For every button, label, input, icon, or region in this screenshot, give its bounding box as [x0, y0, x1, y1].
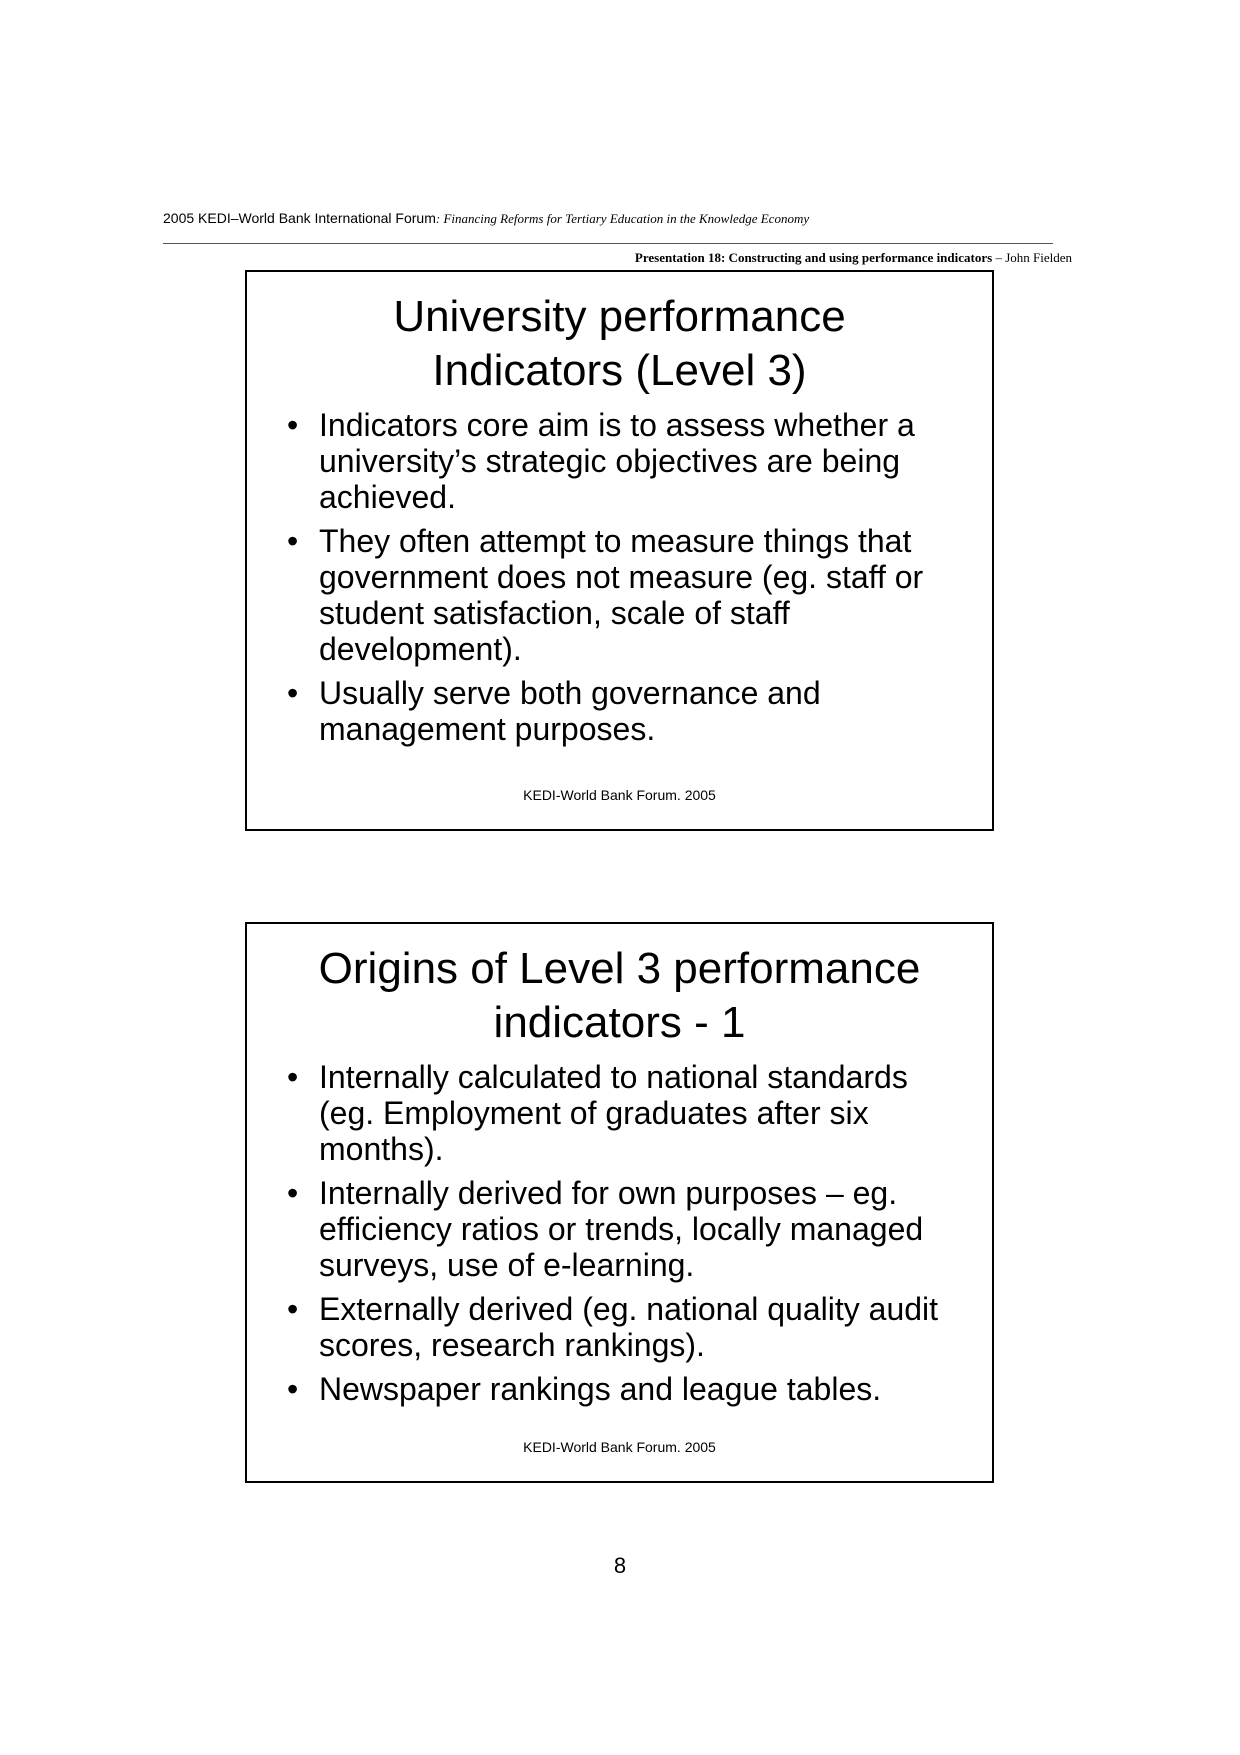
slide-2	[245, 922, 994, 1483]
slide-title	[247, 942, 992, 1050]
bullet-text: Externally derived (eg. national quality audit scores, research rankings).	[319, 1291, 939, 1363]
bullet-text: Indicators core aim is to assess whether a university’s strategic objectives are being achieved.	[319, 407, 915, 515]
bullet-icon: •	[287, 407, 299, 443]
bullet-text: They often attempt to measure things that government does not measure (eg. staff or student satisfaction, scale of staff development).	[319, 523, 924, 667]
page-number: 8	[613, 1553, 627, 1578]
header-divider	[163, 243, 1053, 244]
forum-subtitle: : Financing Reforms for Tertiary Education in the Knowledge Economy	[435, 211, 810, 226]
bullet-icon: •	[287, 1291, 299, 1327]
bullet-icon: •	[287, 1059, 299, 1095]
bullet-list	[287, 1059, 962, 1415]
presentation-author: – John Fielden	[992, 250, 1072, 265]
bullet-item	[287, 1059, 962, 1167]
bullet-item	[287, 407, 962, 515]
bullet-item	[287, 1175, 962, 1283]
slide-title-line: Origins of Level 3 performance	[318, 944, 921, 993]
bullet-text: Internally calculated to national standards (eg. Employment of graduates after six months).	[319, 1059, 908, 1167]
slide-title	[247, 290, 992, 398]
presentation-header	[635, 250, 1072, 266]
slide-title-line: indicators - 1	[493, 998, 746, 1047]
bullet-item	[287, 1371, 962, 1407]
slide-title-line: University performance	[393, 292, 846, 341]
page-header	[163, 210, 809, 227]
bullet-item	[287, 675, 962, 747]
bullet-list	[287, 407, 962, 755]
bullet-text: Newspaper rankings and league tables.	[319, 1371, 882, 1407]
bullet-icon: •	[287, 1175, 299, 1211]
bullet-icon: •	[287, 675, 299, 711]
bullet-item	[287, 1291, 962, 1363]
presentation-title: Presentation 18: Constructing and using performance indicators	[634, 250, 993, 265]
forum-title: 2005 KEDI–World Bank International Forum	[163, 210, 436, 226]
bullet-icon: •	[287, 1371, 299, 1407]
slide-footer: KEDI-World Bank Forum. 2005	[523, 1439, 716, 1455]
bullet-text: Internally derived for own purposes – eg. efficiency ratios or trends, locally managed surveys, use of e-learning.	[319, 1175, 924, 1283]
slide-1	[245, 270, 994, 831]
bullet-item	[287, 523, 962, 667]
bullet-icon: •	[287, 523, 299, 559]
slide-title-line: Indicators (Level 3)	[432, 346, 807, 395]
bullet-text: Usually serve both governance and management purposes.	[319, 675, 821, 747]
slide-footer: KEDI-World Bank Forum. 2005	[523, 787, 716, 803]
